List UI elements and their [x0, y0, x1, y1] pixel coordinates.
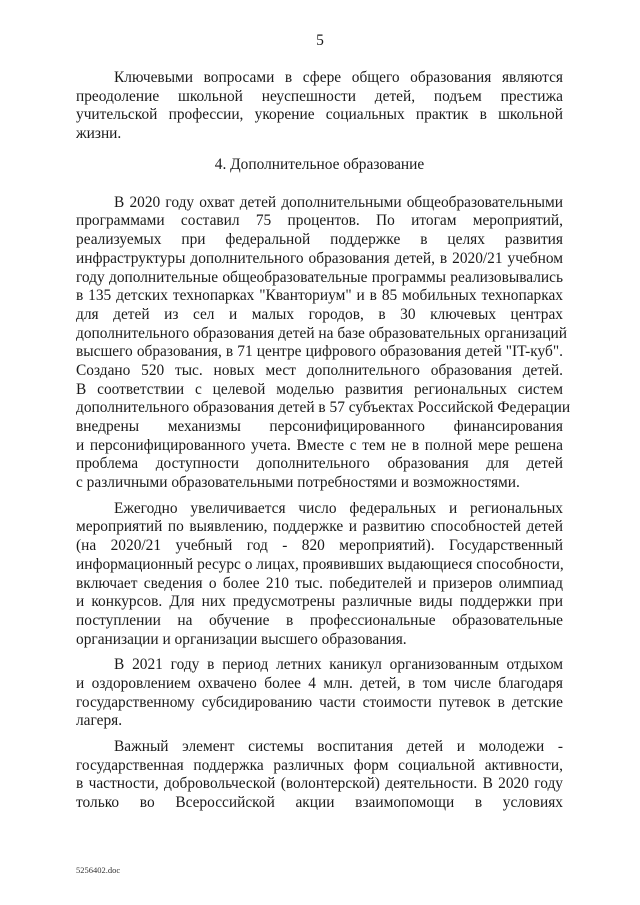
text-line: в 135 детских технопарках "Кванториум" и в 85 мобильных технопарках: [76, 287, 563, 305]
text-line: году дополнительные общеобразовательные программы реализовывались: [76, 268, 563, 286]
text-line: информационный ресурс о лицах, проявивших выдающиеся способности,: [76, 555, 564, 573]
text-line: преодоление школьной неуспешности детей, подъем престижа: [76, 87, 563, 105]
text-line: высшего образования, в 71 центре цифрового образования детей "IT-куб".: [76, 343, 563, 361]
text-line: жизни.: [76, 125, 122, 143]
section-heading: 4. Дополнительное образование: [214, 155, 425, 173]
text-line: государственному субсидированию части стоимости путевок в детские: [76, 693, 563, 711]
paragraph: [76, 69, 563, 144]
text-line: проблема доступности дополнительного образования для детей: [76, 455, 563, 473]
page-number: 5: [316, 32, 324, 49]
paragraph: [76, 738, 563, 813]
text-line: инфраструктуры дополнительного образования детей, в 2020/21 учебном: [76, 249, 563, 267]
text-line: внедрены механизмы персонифицированного финансирования: [76, 418, 563, 435]
text-line: программами составил 75 процентов. По итогам мероприятий,: [76, 212, 563, 230]
text-line: с различными образовательными потребностями и возможностями.: [76, 474, 520, 492]
text-line: реализуемых при федеральной поддержке в целях развития: [76, 231, 563, 249]
text-line: Создано 520 тыс. новых мест дополнительного образования детей.: [76, 361, 563, 379]
text-line: мероприятий по выявлению, поддержке и развитию способностей детей: [76, 518, 563, 536]
text-line: государственная поддержка различных форм социальной активности,: [76, 756, 563, 774]
paragraph: [76, 656, 563, 731]
text-line: и персонифицированного учета. Вместе с тем не в полной мере решена: [76, 436, 563, 454]
text-line: Важный элемент системы воспитания детей и молодежи -: [114, 738, 563, 755]
text-line: поступлении на обучение в профессиональные образовательные: [76, 611, 563, 629]
text-line: Ключевыми вопросами в сфере общего образования являются: [114, 69, 563, 86]
text-line: в частности, добровольческой (волонтерской) деятельности. В 2020 году: [76, 775, 563, 793]
text-line: включает сведения о более 210 тыс. победителей и призеров олимпиад: [76, 574, 563, 592]
text-line: организации и организации высшего образования.: [76, 630, 407, 648]
text-line: и оздоровлением охвачено более 4 млн. детей, в том числе благодаря: [76, 674, 563, 692]
text-line: дополнительного образования детей в 57 субъектах Российской Федерации: [76, 399, 571, 417]
file-name-footer: 5256402.doc: [76, 865, 121, 875]
text-line: В 2020 году охват детей дополнительными общеобразовательными: [114, 193, 563, 211]
text-line: (на 2020/21 учебный год - 820 мероприятий). Государственный: [76, 537, 563, 555]
text-line: только во Всероссийской акции взаимопомощи в условиях: [76, 794, 563, 812]
text-line: Ежегодно увеличивается число федеральных и региональных: [114, 499, 563, 517]
document-body: [76, 69, 571, 820]
text-line: В соответствии с целевой моделью развития региональных систем: [76, 380, 563, 398]
text-line: для детей из сел и малых городов, в 30 ключевых центрах: [76, 305, 563, 323]
text-line: В 2021 году в период летних каникул организованным отдыхом: [114, 656, 563, 674]
text-line: и конкурсов. Для них предусмотрены различные виды поддержки при: [76, 593, 563, 611]
paragraph: [76, 500, 563, 650]
text-line: учительской профессии, укорение социальных практик в школьной: [76, 106, 563, 124]
text-line: дополнительного образования детей на базе образовательных организаций: [76, 324, 567, 342]
text-line: лагеря.: [76, 712, 123, 730]
paragraph: [76, 193, 571, 493]
